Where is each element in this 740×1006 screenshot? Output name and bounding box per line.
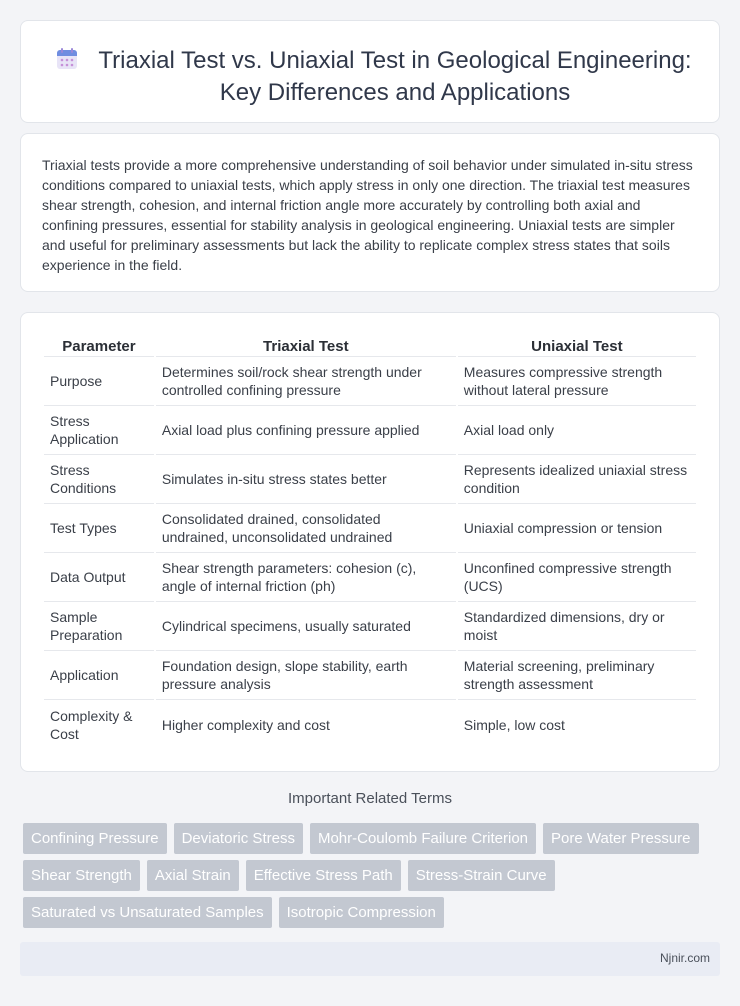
cell-parameter: Purpose (44, 357, 154, 406)
cell-parameter: Stress Application (44, 406, 154, 455)
cell-triaxial: Shear strength parameters: cohesion (c), angle of internal friction (ph) (156, 553, 456, 602)
cell-uniaxial: Uniaxial compression or tension (458, 504, 696, 553)
related-terms-heading: Important Related Terms (288, 790, 452, 807)
cell-uniaxial: Simple, low cost (463, 716, 565, 733)
table-row (44, 602, 696, 651)
cell-uniaxial: Standardized dimensions, dry or moist (458, 602, 696, 651)
cell-parameter: Data Output (44, 553, 154, 602)
cell-triaxial: Determines soil/rock shear strength under controlled confining pressure (156, 357, 456, 406)
related-term-tag[interactable]: Isotropic Compression (279, 897, 444, 928)
cell-uniaxial: Axial load only (458, 406, 696, 455)
intro-paragraph: Triaxial tests provide a more comprehensive understanding of soil behavior under simulated in-situ stress conditions compared to uniaxial tests, which apply stress in only one direction. The triaxial test measures shear strength, cohesion, and internal friction angle more accurately by controlling both axial and confining pressures, essential for stability analysis in geological engineering. Uniaxial tests are simpler and useful for preliminary assessments but lack the ability to replicate complex stress states that soils experience in the field. (42, 157, 693, 273)
cell-parameter: Stress Conditions (44, 455, 154, 504)
header-uniaxial: Uniaxial Test (458, 333, 696, 357)
cell-uniaxial: Measures compressive strength without lateral pressure (458, 357, 696, 406)
cell-uniaxial: Represents idealized uniaxial stress condition (458, 455, 696, 504)
cell-triaxial: Cylindrical specimens, usually saturated (156, 602, 456, 651)
cell-triaxial: Consolidated drained, consolidated undrained, unconsolidated undrained (156, 504, 456, 553)
cell-triaxial: Axial load plus confining pressure applied (156, 406, 456, 455)
intro-card (20, 133, 720, 292)
header-parameter: Parameter (44, 333, 154, 357)
cell-parameter: Sample Preparation (44, 602, 154, 651)
related-term-tag[interactable]: Mohr-Coulomb Failure Criterion (310, 823, 536, 854)
table-row (44, 357, 696, 406)
related-term-tag[interactable]: Confining Pressure (23, 823, 167, 854)
related-term-tag[interactable]: Saturated vs Unsaturated Samples (23, 897, 272, 928)
cell-parameter: Application (44, 651, 154, 700)
cell-uniaxial: Unconfined compressive strength (UCS) (458, 553, 696, 602)
comparison-table (42, 333, 698, 749)
footer (20, 942, 720, 976)
table-row (44, 700, 696, 749)
related-term-tag[interactable]: Deviatoric Stress (174, 823, 303, 854)
table-header-row (44, 333, 696, 357)
table-row (44, 651, 696, 700)
cell-triaxial: Foundation design, slope stability, earth pressure analysis (156, 651, 456, 700)
table-row (44, 455, 696, 504)
table-row (44, 553, 696, 602)
cell-triaxial: Simulates in-situ stress states better (156, 455, 456, 504)
cell-parameter: Complexity & Cost (50, 707, 133, 742)
related-term-tag[interactable]: Pore Water Pressure (543, 823, 699, 854)
related-term-tag[interactable]: Stress-Strain Curve (408, 860, 555, 891)
title-card (20, 20, 720, 123)
cell-triaxial: Higher complexity and cost (161, 716, 330, 733)
table-row (44, 406, 696, 455)
page-title: Triaxial Test vs. Uniaxial Test in Geological Engineering: Key Differences and Applications (98, 47, 692, 106)
cell-uniaxial: Material screening, preliminary strength assessment (458, 651, 696, 700)
related-term-tag[interactable]: Axial Strain (147, 860, 239, 891)
comparison-card (20, 312, 720, 772)
calendar-icon (55, 47, 79, 71)
cell-parameter: Test Types (44, 504, 154, 553)
footer-site-link[interactable]: Njnir.com (659, 951, 710, 965)
related-term-tag[interactable]: Effective Stress Path (246, 860, 401, 891)
table-row (44, 504, 696, 553)
related-term-tag[interactable]: Shear Strength (23, 860, 140, 891)
related-terms-list (23, 823, 723, 934)
header-triaxial: Triaxial Test (156, 333, 456, 357)
